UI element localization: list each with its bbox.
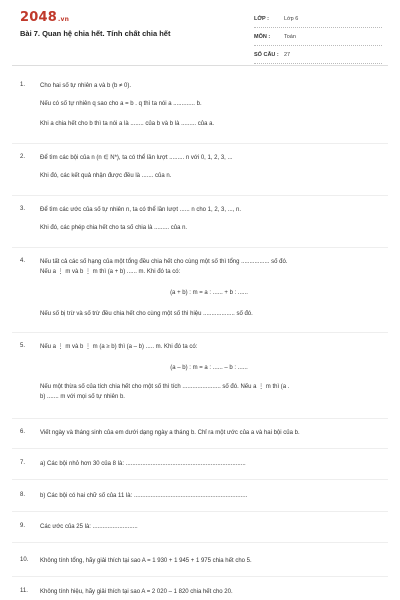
question-line: a) Các bội nhỏ hơn 30 của 8 là: ........................................................................: [40, 461, 246, 467]
question-divider: [12, 143, 388, 144]
question-divider: [12, 479, 388, 480]
meta-row-subject: [254, 31, 382, 46]
question-number: 9.: [20, 523, 26, 529]
logo-suffix: .vn: [57, 16, 70, 23]
site-logo[interactable]: [20, 10, 69, 25]
question-number: 7.: [20, 460, 26, 466]
meta-label-count: SỐ CÂU :: [254, 52, 279, 58]
logo-text: 2048: [20, 10, 57, 25]
meta-label-class: LỚP :: [254, 16, 269, 22]
question-number: 11.: [20, 588, 28, 594]
question-line: Nếu số bị trừ và số trừ đều chia hết cho cùng một số thì hiệu ................... số đó.: [40, 311, 253, 317]
question-number: 4.: [20, 258, 26, 264]
question-line: b) ....... m với mọi số tự nhiên b.: [40, 394, 125, 400]
question-divider: [12, 332, 388, 333]
question-line: Nếu a ⋮ m và b ⋮ m thì (a + b) ...... m. Khi đó ta có:: [40, 269, 181, 275]
question-line: Nếu có số tự nhiên q sao cho a = b . q thì ta nói a ............. b.: [40, 101, 202, 107]
question-number: 8.: [20, 492, 26, 498]
question-line: Các ước của 25 là: ...........................: [40, 524, 138, 530]
meta-row-count: [254, 49, 382, 64]
question-line: Nếu tất cả các số hạng của một tổng đều chia hết cho cùng một số thì tổng ................. số đó.: [40, 259, 288, 265]
question-divider: [12, 418, 388, 419]
question-number: 2.: [20, 154, 26, 160]
question-line: Không tính tổng, hãy giải thích tại sao A = 1 930 + 1 945 + 1 975 chia hết cho 5.: [40, 558, 252, 564]
question-line: Viết ngày và tháng sinh của em dưới dạng ngày a tháng b. Chỉ ra một ước của a và hai bội của b.: [40, 430, 300, 436]
question-divider: [12, 511, 388, 512]
question-line: Nếu a ⋮ m và b ⋮ m (a ≥ b) thì (a – b) ..... m. Khi đó ta có:: [40, 344, 198, 350]
meta-value-subject: Toán: [284, 34, 296, 40]
question-divider: [12, 247, 388, 248]
question-line: b) Các bội có hai chữ số của 11 là: ....................................................................: [40, 493, 248, 499]
question-number: 6.: [20, 429, 26, 435]
question-line: Không tính hiệu, hãy giải thích tại sao A = 2 020 – 1 820 chia hết cho 20.: [40, 589, 233, 595]
question-divider: [12, 448, 388, 449]
question-divider: [12, 195, 388, 196]
document-title: Bài 7. Quan hệ chia hết. Tính chất chia hết: [20, 29, 171, 38]
question-number: 1.: [20, 82, 26, 88]
meta-info: [254, 13, 382, 67]
question-number: 5.: [20, 343, 26, 349]
question-line: Khi đó, các kết quả nhận được đều là ....... của n.: [40, 173, 172, 179]
question-divider: [12, 542, 388, 543]
meta-value-class: Lớp 6: [284, 16, 299, 22]
question-number: 3.: [20, 206, 26, 212]
question-line: Để tìm các bội của n (n ∈ N*), ta có thể lần lượt ......... n với 0, 1, 2, 3, ...: [40, 155, 233, 161]
question-formula: (a – b) : m = a : ...... – b : ......: [170, 365, 248, 371]
question-number: 10.: [20, 557, 29, 563]
meta-row-class: [254, 13, 382, 28]
meta-value-count: 27: [284, 52, 291, 58]
question-line: Nếu một thừa số của tích chia hết cho một số thì tích ....................... số đó. Nếu a ⋮ m thì (a .: [40, 384, 290, 390]
question-line: Khi a chia hết cho b thì ta nói a là ........ của b và b là ......... của a.: [40, 121, 215, 127]
question-line: Cho hai số tự nhiên a và b (b ≠ 0).: [40, 83, 132, 89]
question-line: Để tìm các ước của số tự nhiên n, ta có thể lần lượt ...... n cho 1, 2, 3, ..., n.: [40, 207, 242, 213]
question-line: Khi đó, các phép chia hết cho ta số chia là ......... của n.: [40, 225, 188, 231]
question-formula: (a + b) : m = a : ...... + b : ......: [170, 290, 248, 296]
header-divider: [12, 65, 388, 66]
meta-label-subject: MÔN :: [254, 34, 271, 40]
question-divider: [12, 576, 388, 577]
